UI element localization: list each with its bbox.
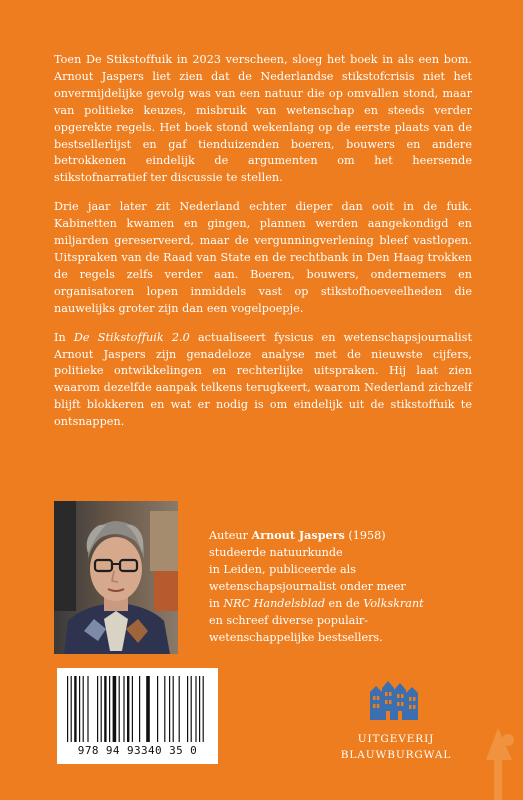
barcode-bar [123, 676, 124, 742]
barcode-bar [67, 676, 68, 742]
author-bio [209, 527, 469, 646]
barcode-bar [169, 676, 170, 742]
watermark-icon [472, 700, 523, 800]
newspaper-volkskrant: Volkskrant [363, 597, 424, 610]
bio-line-2: studeerde natuurkunde [209, 546, 343, 559]
publisher-name [330, 731, 462, 763]
bio-line-3: in Leiden, publiceerde als [209, 563, 356, 576]
bio-line-7: wetenschappelijke bestsellers. [209, 631, 383, 644]
barcode-bar [195, 676, 196, 742]
newspaper-nrc: NRC Handelsblad [223, 597, 325, 610]
book-title-italic: De Stikstoffuik 2.0 [73, 330, 190, 344]
barcode-bar [109, 676, 110, 742]
barcode-bar [83, 676, 84, 742]
blurb-p3-post: actualiseert fysicus en wetenschapsjournalist Arnout Jaspers zijn genadeloze analyse met de nieuwste cijfers, politieke ontwikkelingen en rechterlijke uitspraken. Hij laat zien waarom dezelfde aanpak telkens terugkeert, waarom Nederland zichzelf blijft blokkeren en wat er nodig is om eindelijk uit de stikstoffuik te ontsnappen. [54, 330, 472, 429]
bio-line-6: en schreef diverse populair- [209, 614, 369, 627]
blurb-p3-pre: In [54, 330, 74, 344]
barcode-bars [67, 676, 208, 742]
barcode-bar [164, 676, 165, 742]
bio-line-5 [209, 595, 469, 612]
barcode-bar [104, 676, 106, 742]
back-cover-blurb [54, 52, 472, 443]
bio-lead: Auteur [209, 529, 252, 542]
barcode-bar [101, 676, 102, 742]
barcode-bar [146, 676, 150, 742]
author-name: Arnout Jaspers [251, 528, 345, 542]
bio-line-5-mid: en de [324, 597, 364, 610]
barcode-bar [97, 676, 98, 742]
barcode-bar [79, 676, 80, 742]
blurb-paragraph-1: Toen De Stikstoffuik in 2023 verscheen, sloeg het boek in als een bom. Arnout Jaspers liet zien dat de Nederlandse stikstofcrisis niet het onvermijdelijke gevolg was van een natuur die op omvallen stond, maar van politieke keuzes, misbruik van wetenschap en steeds verder opgerekte regels. Het boek stond wekenlang op de eerste plaats van de bestsellerlijst en gaf tienduizenden boeren, bouwers en andere betrokkenen eindelijk de argumenten om het heersende stikstofnarratief ter discussie te stellen. [54, 53, 472, 185]
barcode-bar [173, 676, 174, 742]
barcode-bar [87, 676, 88, 742]
author-birth-year: (1958) [344, 529, 386, 542]
barcode-bar [179, 676, 180, 742]
barcode-bar [199, 676, 200, 742]
publisher-line-1: UITGEVERIJ [357, 733, 435, 745]
barcode-bar [113, 676, 117, 742]
barcode-bar [127, 676, 129, 742]
bio-line-5-pre: in [209, 597, 224, 610]
isbn-number: 978 94 93340 35 0 [77, 744, 198, 757]
barcode-bar [119, 676, 120, 742]
bio-line-1 [209, 527, 469, 544]
isbn-barcode [57, 668, 218, 764]
blurb-paragraph-3 [54, 330, 472, 431]
bio-line-4: wetenschapsjournalist onder meer [209, 580, 406, 593]
barcode-bar [191, 676, 192, 742]
barcode-bar [132, 676, 133, 742]
canal-houses-icon [364, 678, 424, 720]
barcode-bar [157, 676, 158, 742]
barcode-bar [203, 676, 204, 742]
author-photo-image [54, 501, 178, 654]
publisher-line-2: BLAUWBURGWAL [340, 749, 452, 761]
barcode-bar [74, 676, 76, 742]
barcode-bar [187, 676, 188, 742]
blurb-paragraph-2: Drie jaar later zit Nederland echter dieper dan ooit in de fuik. Kabinetten kwamen en gingen, plannen werden aangekondigd en miljarden gereserveerd, maar de vergunningverlening bleef vastlopen. Uitspraken van de Raad van State en de rechtbank in Den Haag trokken de regels zelfs verder aan. Boeren, bouwers, ondernemers en organisatoren lopen inmiddels vast op stikstofhoeveelheden die nauwelijks groter zijn dan een vogelpoepje. [54, 200, 472, 315]
barcode-bar [139, 676, 140, 742]
author-portrait [54, 501, 178, 654]
barcode-bar [71, 676, 72, 742]
